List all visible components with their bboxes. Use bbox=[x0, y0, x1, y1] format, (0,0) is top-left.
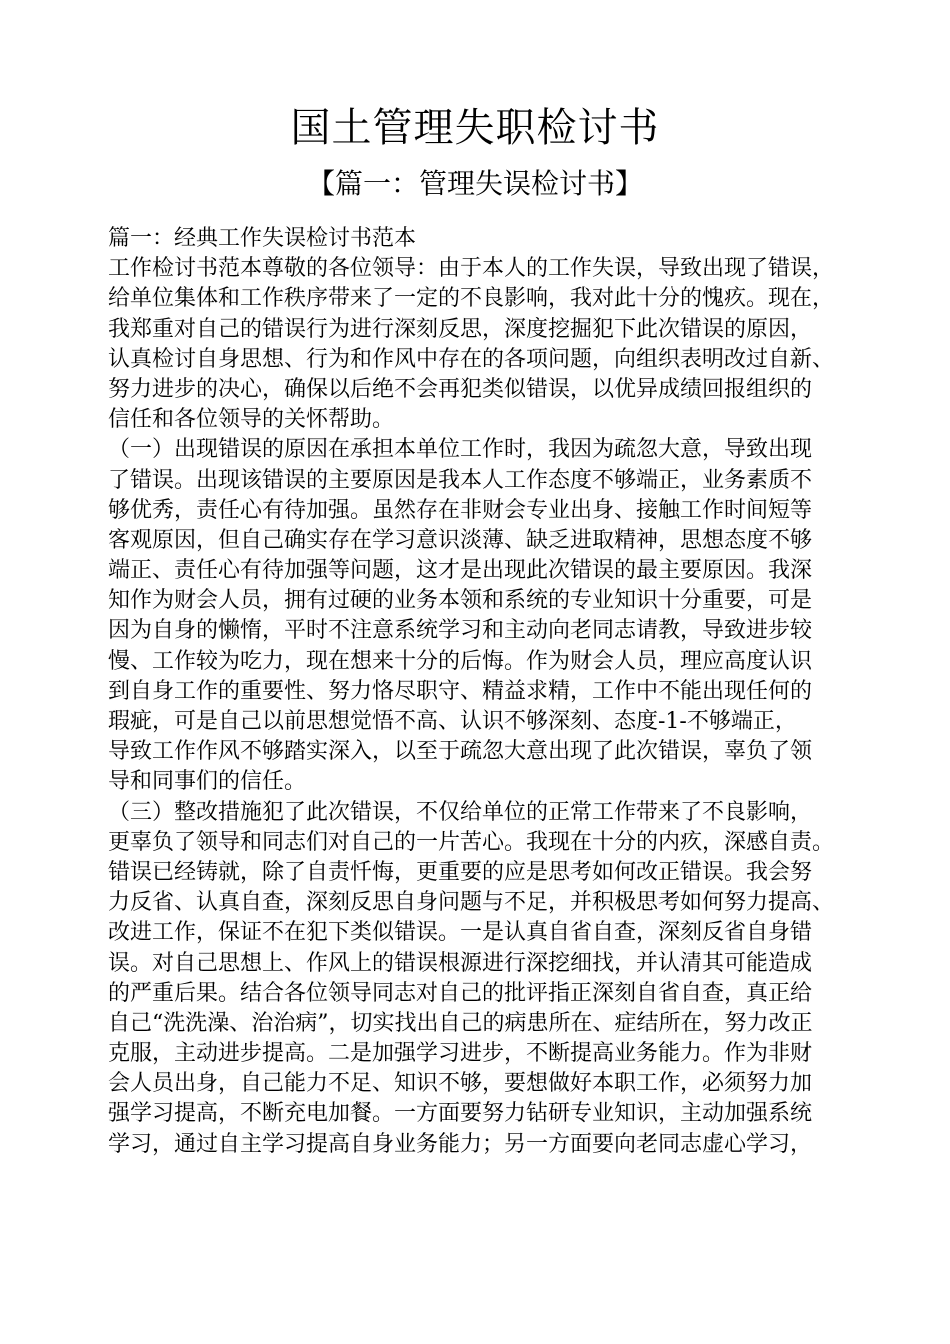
text-line: 认真检讨自身思想、行为和作风中存在的各项问题，向组织表明改过自新、 bbox=[108, 346, 835, 372]
text-line: 我郑重对自己的错误行为进行深刻反思，深度挖掘犯下此次错误的原因， bbox=[108, 316, 813, 342]
text-line: 误。对自己思想上、作风上的错误根源进行深挖细找，并认清其可能造成 bbox=[108, 950, 813, 976]
document-subtitle: 【篇一：管理失误检讨书】 bbox=[306, 167, 643, 200]
text-line: 够优秀，责任心有待加强。虽然存在非财会专业出身、接触工作时间短等 bbox=[108, 497, 813, 523]
text-line: 慢、工作较为吃力，现在想来十分的后悔。作为财会人员，理应高度认识 bbox=[108, 648, 813, 674]
text-line: 了错误。出现该错误的主要原因是我本人工作态度不够端正，业务素质不 bbox=[108, 467, 813, 493]
text-line: 克服，主动进步提高。二是加强学习进步，不断提高业务能力。作为非财 bbox=[108, 1041, 813, 1067]
text-line: 会人员出身，自己能力不足、知识不够，要想做好本职工作，必须努力加 bbox=[108, 1071, 813, 1097]
text-line: 工作检讨书范本尊敬的各位领导：由于本人的工作失误，导致出现了错误， bbox=[108, 256, 835, 282]
text-line: 给单位集体和工作秩序带来了一定的不良影响，我对此十分的愧疚。现在， bbox=[108, 286, 835, 312]
text-line: （三）整改措施犯了此次错误，不仅给单位的正常工作带来了不良影响， bbox=[108, 799, 813, 825]
text-line: 因为自身的懒惰，平时不注意系统学习和主动向老同志请教，导致进步较 bbox=[108, 618, 813, 644]
text-line: 端正、责任心有待加强等问题，这才是出现此次错误的最主要原因。我深 bbox=[108, 558, 813, 584]
text-line: 学习，通过自主学习提高自身业务能力；另一方面要向老同志虚心学习， bbox=[108, 1131, 813, 1157]
text-line: 更辜负了领导和同志们对自己的一片苦心。我现在十分的内疚，深感自责。 bbox=[108, 829, 835, 855]
text-line: 力反省、认真自查，深刻反思自身问题与不足，并积极思考如何努力提高、 bbox=[108, 890, 835, 916]
text-line: 导致工作作风不够踏实深入，以至于疏忽大意出现了此次错误，辜负了领 bbox=[108, 739, 813, 765]
text-line: 改进工作，保证不在犯下类似错误。一是认真自省自查，深刻反省自身错 bbox=[108, 920, 813, 946]
text-line: 客观原因，但自己确实存在学习意识淡薄、缺乏进取精神，思想态度不够 bbox=[108, 527, 813, 553]
document-body bbox=[108, 224, 868, 1160]
text-line: 知作为财会人员，拥有过硬的业务本领和系统的专业知识十分重要，可是 bbox=[108, 588, 813, 614]
text-line: 强学习提高，不断充电加餐。一方面要努力钻研专业知识，主动加强系统 bbox=[108, 1101, 813, 1127]
text-line: 信任和各位领导的关怀帮助。 bbox=[108, 407, 395, 433]
text-line: 努力进步的决心，确保以后绝不会再犯类似错误，以优异成绩回报组织的 bbox=[108, 376, 813, 402]
text-line: 导和同事们的信任。 bbox=[108, 769, 307, 795]
document-title: 国土管理失职检讨书 bbox=[290, 105, 660, 151]
text-line: 到自身工作的重要性、努力恪尽职守、精益求精，工作中不能出现任何的 bbox=[108, 678, 813, 704]
text-line: （一）出现错误的原因在承担本单位工作时，我因为疏忽大意，导致出现 bbox=[108, 437, 813, 463]
text-line: 错误已经铸就，除了自责忏悔，更重要的应是思考如何改正错误。我会努 bbox=[108, 859, 813, 885]
text-line: 瑕疵，可是自己以前思想觉悟不高、认识不够深刻、态度-1-不够端正， bbox=[108, 709, 797, 734]
text-line: 自己“洗洗澡、治治病”，切实找出自己的病患所在、症结所在，努力改正 bbox=[108, 1010, 813, 1036]
text-line: 的严重后果。结合各位领导同志对自己的批评指正深刻自省自查，真正给 bbox=[108, 980, 813, 1006]
text-line: 篇一：经典工作失误检讨书范本 bbox=[108, 226, 417, 251]
